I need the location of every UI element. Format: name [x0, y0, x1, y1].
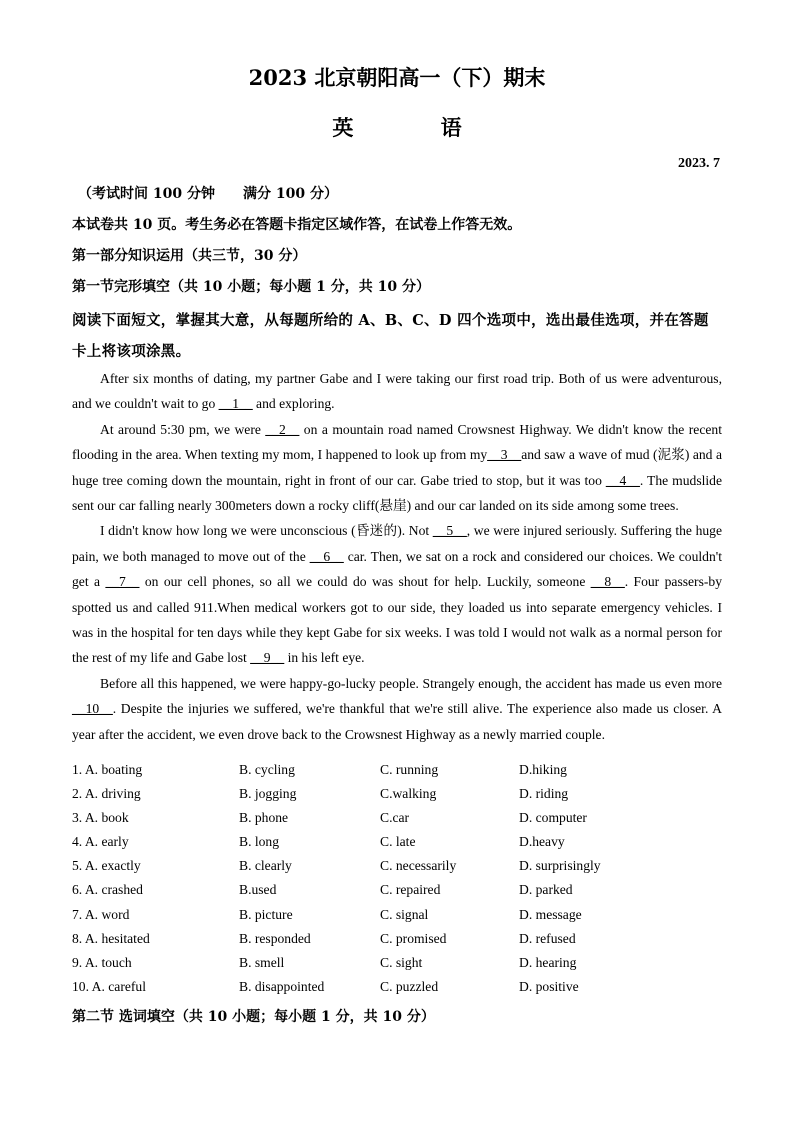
- question-options: [72, 907, 722, 931]
- blank-7: __7__: [105, 574, 140, 590]
- question-options: [72, 858, 722, 882]
- exam-title: 2023 北京朝阳高一（下）期末: [248, 65, 546, 90]
- option-a: 7. A. word: [72, 906, 130, 922]
- option-a: 8. A. hesitated: [72, 930, 150, 946]
- section1-heading: 第一节完形填空（共 10 小题；每小题 1 分，共 10 分）: [72, 279, 430, 295]
- question-options: [72, 955, 722, 979]
- blank-9: __9__: [250, 650, 285, 666]
- option-b: B. disappointed: [239, 978, 325, 994]
- options-list: [72, 762, 722, 1003]
- option-c: C. repaired: [380, 882, 441, 898]
- option-b: B.used: [239, 882, 277, 898]
- blank-8: __8__: [590, 574, 625, 590]
- passage-text: . The mudslide sent our car falling nearly 300meters down a rocky cliff(悬崖) and our car landed on its side among some trees.: [72, 472, 722, 514]
- option-b: B. clearly: [239, 858, 292, 874]
- option-a: 2. A. driving: [72, 786, 141, 802]
- question-options: [72, 882, 722, 906]
- cloze-passage: [72, 366, 722, 747]
- option-d: D. refused: [519, 930, 576, 946]
- passage-text: After six months of dating, my partner Gabe and I were taking our first road trip. Both of us were adventurous, and we couldn't wait to go: [72, 371, 722, 412]
- option-a: 10. A. careful: [72, 978, 146, 994]
- part1-heading: 第一部分知识运用（共三节，30 分）: [72, 248, 307, 264]
- passage-text: on our cell phones, so all we could do was shout for help. Luckily, someone: [139, 574, 591, 590]
- option-b: B. phone: [239, 810, 289, 826]
- blank-5: __5__: [432, 523, 467, 539]
- option-c: C. promised: [380, 930, 447, 946]
- option-a: 6. A. crashed: [72, 882, 143, 898]
- question-options: [72, 979, 722, 1003]
- question-options: [72, 834, 722, 858]
- question-options: [72, 762, 722, 786]
- blank-2: __2__: [265, 421, 300, 437]
- option-c: C. late: [380, 834, 416, 850]
- passage-text: , we were injured seriously. Suffering the huge pain, we both managed to move out of the: [72, 523, 722, 564]
- passage-text: on a mountain road named Crowsnest Highway. We didn't know the recent flooding in the area. When texting my mom, I happened to look up from my: [72, 421, 722, 463]
- option-c: C.walking: [380, 786, 437, 802]
- paragraph-3: [72, 518, 722, 670]
- passage-text: At around 5:30 pm, we were: [100, 421, 266, 437]
- passage-text: and exploring.: [252, 396, 335, 412]
- option-d: D. message: [519, 906, 582, 922]
- passage-text: Before all this happened, we were happy-go-lucky people. Strangely enough, the accident has made us even more: [100, 675, 722, 691]
- option-d: D.heavy: [519, 834, 565, 850]
- option-c: C. puzzled: [380, 978, 439, 994]
- passage-text: in his left eye.: [284, 650, 365, 666]
- option-b: B. long: [239, 834, 280, 850]
- section2-heading: 第二节 选词填空（共 10 小题；每小题 1 分，共 10 分）: [72, 1009, 435, 1025]
- paragraph-4: [72, 671, 722, 747]
- option-a: 4. A. early: [72, 834, 129, 850]
- question-options: [72, 810, 722, 834]
- option-c: C. sight: [380, 954, 423, 970]
- option-c: C. necessarily: [380, 858, 457, 874]
- passage-text: car. Then, we sat on a rock and considered our choices. We couldn't get a: [72, 548, 722, 590]
- blank-4: __4__: [605, 472, 640, 488]
- option-b: B. responded: [239, 930, 311, 946]
- option-d: D. parked: [519, 882, 573, 898]
- question-options: [72, 786, 722, 810]
- option-c: C. running: [380, 762, 439, 777]
- passage-text: I didn't know how long we were unconscious (昏迷的). Not: [100, 523, 433, 539]
- option-d: D. surprisingly: [519, 858, 601, 874]
- passage-text: . Despite the injuries we suffered, we're thankful that we're still alive. The experience also made us closer. A year after the accident, we even drove back to the Crowsnest Highway as a newly married couple.: [72, 701, 722, 742]
- blank-10: __10__: [72, 701, 113, 717]
- blank-6: __6__: [309, 548, 344, 564]
- option-d: D.hiking: [519, 762, 567, 777]
- question-options: [72, 931, 722, 955]
- option-a: 1. A. boating: [72, 762, 143, 777]
- option-d: D. computer: [519, 810, 587, 826]
- option-a: 5. A. exactly: [72, 858, 141, 874]
- option-b: B. jogging: [239, 786, 297, 802]
- option-b: B. smell: [239, 954, 285, 970]
- option-d: D. positive: [519, 978, 579, 994]
- exam-info: （考试时间 100 分钟 满分 100 分）: [78, 186, 338, 202]
- option-c: C. signal: [380, 906, 429, 922]
- option-b: B. picture: [239, 906, 293, 922]
- blank-3: __3__: [487, 447, 522, 463]
- paragraph-2: [72, 417, 722, 519]
- subject-title: 英 语: [332, 115, 502, 140]
- option-c: C.car: [380, 810, 410, 826]
- option-d: D. riding: [519, 786, 569, 802]
- exam-notice: 本试卷共 10 页。考生务必在答题卡指定区域作答，在试卷上作答无效。: [72, 217, 522, 233]
- exam-date: 2023. 7: [678, 156, 720, 171]
- option-b: B. cycling: [239, 762, 295, 777]
- option-a: 3. A. book: [72, 810, 129, 826]
- passage-text: . Four passers-by spotted us and called 911.When medical workers got to our side, they loaded us into separate emergency vehicles. I was in the hospital for ten days while they kept Gabe for six weeks. I was told I would not walk as a normal person for the rest of my life and Gabe lost: [72, 574, 722, 666]
- option-d: D. hearing: [519, 954, 577, 970]
- option-a: 9. A. touch: [72, 954, 132, 970]
- directions: 阅读下面短文，掌握其大意，从每题所给的 A、B、C、D 四个选项中，选出最佳选项，并在答题卡上将该项涂黑。: [72, 312, 709, 360]
- paragraph-1: [72, 366, 722, 417]
- blank-1: __1__: [218, 396, 253, 412]
- passage-text: and saw a wave of mud (泥浆) and a huge tree coming down the mountain, right in front of our car. Gabe tried to stop, but it was too: [72, 447, 722, 488]
